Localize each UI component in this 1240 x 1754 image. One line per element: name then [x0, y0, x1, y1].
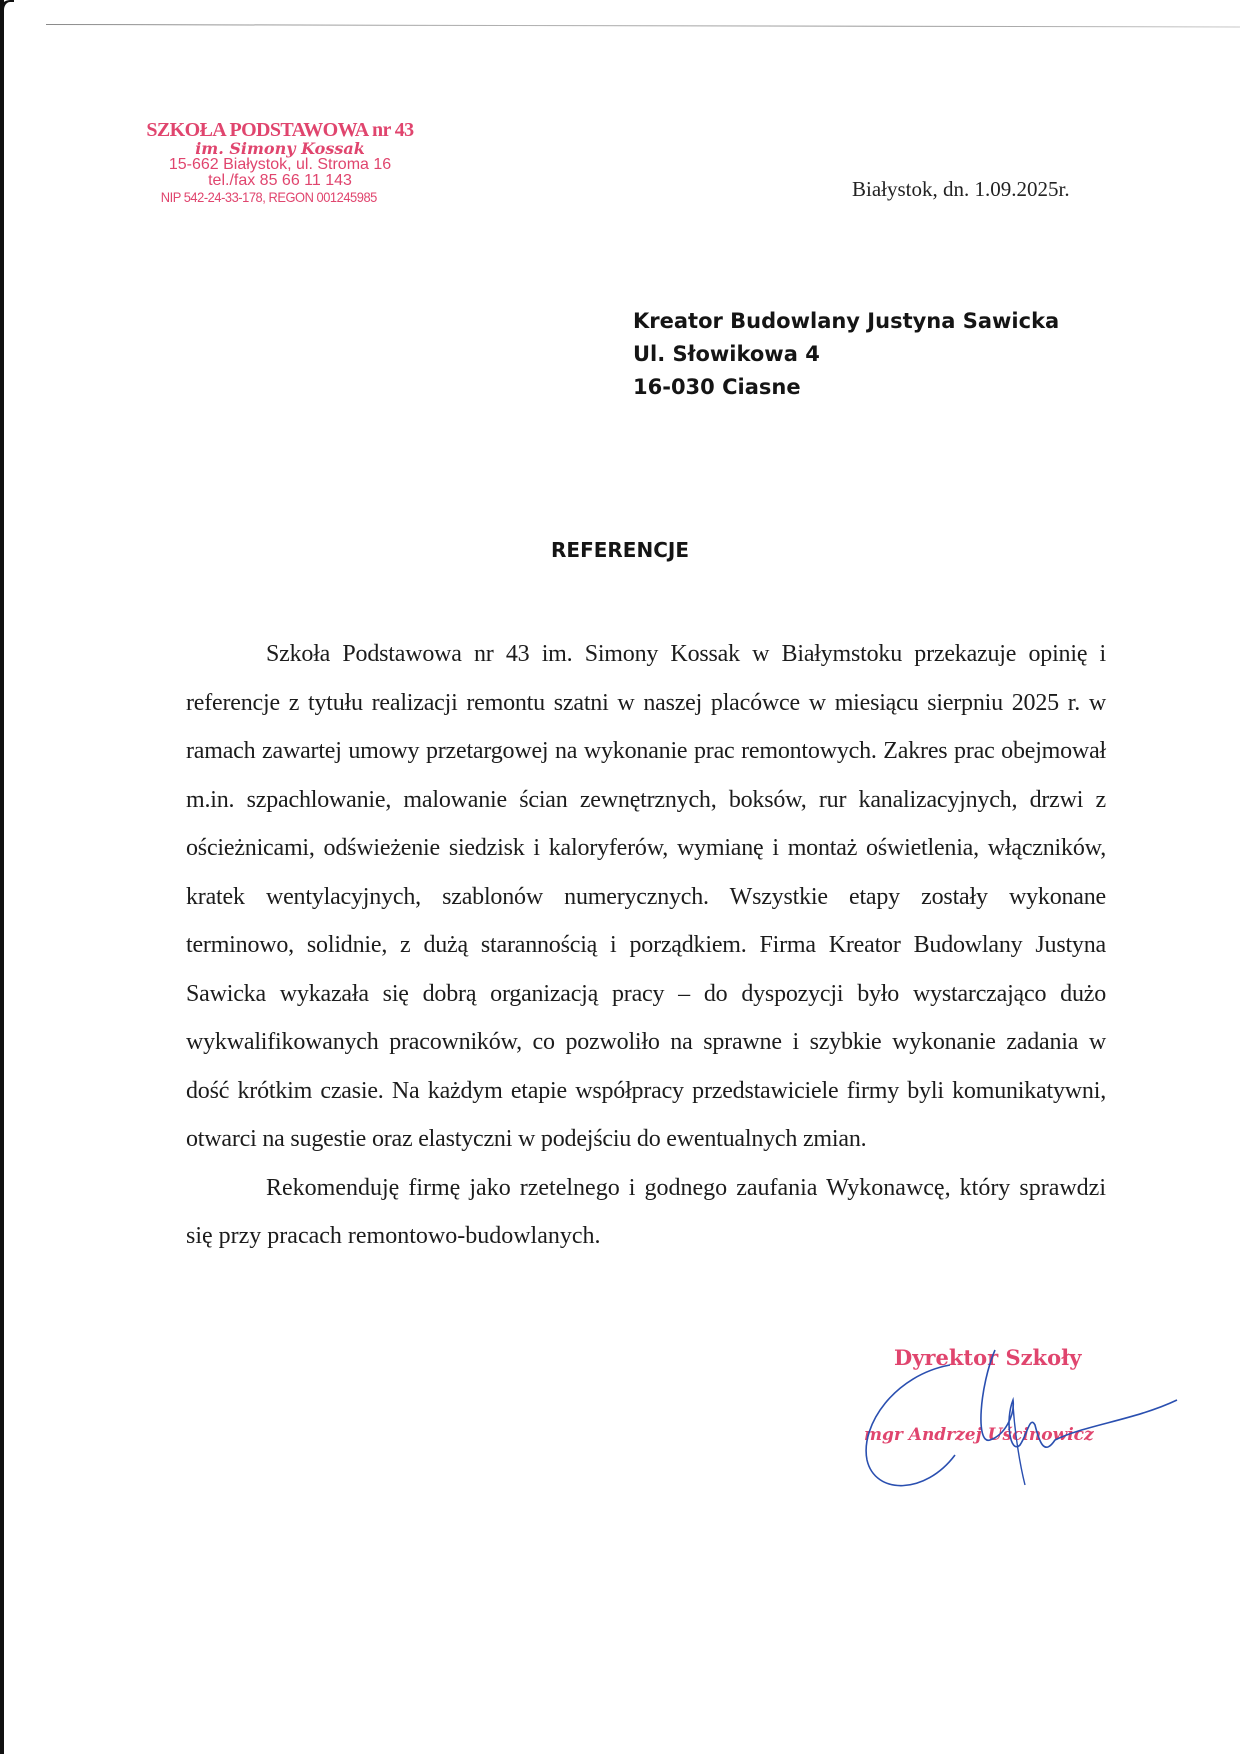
recipient-name: Kreator Budowlany Justyna Sawicka	[633, 309, 1060, 333]
handwritten-signature	[855, 1345, 1185, 1495]
body-paragraph: Rekomenduję firmę jako rzetelnego i godnego zaufania Wykonawcę, który sprawdzi się przy pracach remontowo-budowlanych.	[186, 1174, 1106, 1249]
school-phone: tel./fax 85 66 11 143	[208, 172, 352, 189]
body-paragraph: Szkoła Podstawowa nr 43 im. Simony Kossak w Białymstoku przekazuje opinię i referencje z tytułu realizacji remontu szatni w naszej placówce w miesiącu sierpniu 2025 r. w ramach zawartej umowy przetargowej na wykonanie prac remontowych. Zakres prac obejmował m.in. szpachlowanie, malowanie ścian zewnętrznych, boksów, rur kanalizacyjnych, drzwi z ościeżnicami, odświeżenie siedzisk i kaloryferów, wymianę i montaż oświetlenia, włączników, kratek wentylacyjnych, szablonów numerycznych. Wszystkie etapy zostały wykonane terminowo, solidnie, z dużą starannością i porządkiem. Firma Kreator Budowlany Justyna Sawicka wykazała się dobrą organizacją pracy – do dyspozycji było wystarczająco dużo wykwalifikowanych pracowników, co pozwoliło na sprawne i szybkie wykonanie zadania w dość krótkim czasie. Na każdym etapie współpracy przedstawiciele firmy byli komunikatywni, otwarci na sugestie oraz elastyczni w podejściu do ewentualnych zmian.	[186, 641, 1106, 1152]
recipient-street: Ul. Słowikowa 4	[633, 342, 820, 366]
scan-artifact-line	[46, 24, 1240, 28]
date-line: Białystok, dn. 1.09.2025r.	[852, 177, 1070, 201]
recipient-city: 16-030 Ciasne	[633, 375, 801, 399]
school-letterhead-stamp	[140, 120, 420, 204]
signatory-title: Dyrektor Szkoły	[894, 1345, 1082, 1370]
school-patron: im. Simony Kossak	[195, 139, 365, 158]
signatory-name: mgr Andrzej Uścinowicz	[864, 1425, 1094, 1445]
signature-stroke-letters	[981, 1350, 1177, 1447]
school-tax-ids: NIP 542-24-33-178, REGON 001245985	[160, 189, 377, 205]
letter-body	[186, 630, 1106, 1261]
scan-edge	[0, 0, 4, 1754]
school-name: SZKOŁA PODSTAWOWA nr 43	[146, 119, 414, 141]
signature-stroke-loop	[866, 1365, 955, 1486]
document-title: REFERENCJE	[551, 538, 689, 562]
school-address: 15-662 Białystok, ul. Stroma 16	[168, 156, 392, 173]
recipient-address-block	[633, 305, 1059, 404]
